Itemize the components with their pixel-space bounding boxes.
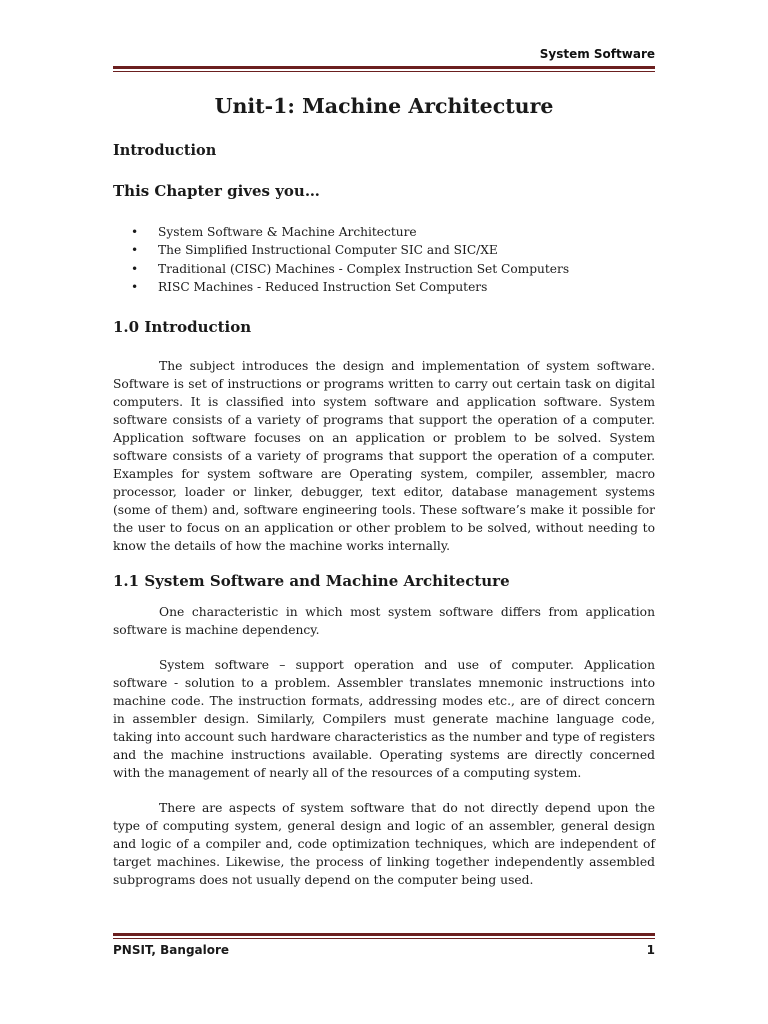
running-header: System Software [539,47,655,61]
list-item: • System Software & Machine Architecture [131,223,569,241]
list-item: • The Simplified Instructional Computer SIC and SIC/XE [131,241,569,259]
footer-institution: PNSIT, Bangalore [113,943,230,957]
chapter-overview-heading: This Chapter gives you… [113,182,320,200]
introduction-heading: Introduction [113,142,217,159]
section-1-1-paragraph: There are aspects of system software that do not directly depend upon the type of computing system, general design and logic of an assembler, general design and logic of a compiler and, code optimization techniques, which are independent of target machines. Likewise, the process of linking together independently assembled subprograms does not usually depend on the computer being used. [113,801,655,887]
page-number: 1 [646,943,655,957]
section-1-0-heading: 1.0 Introduction [113,318,252,336]
section-1-0-paragraph: The subject introduces the design and implementation of system software. Software is set of instructions or programs written to carry out certain task on digital computers. It is classified into system software and application software. System software consists of a variety of programs that support the operation of a computer. Application software focuses on an application or problem to be solved. System software consists of a variety of programs that support the operation of a computer. Examples for system software are Operating system, compiler, assembler, macro processor, loader or linker, debugger, text editor, database management systems (some of them) and, software engineering tools. These software’s make it possible for the user to focus on an application or other problem to be solved, without needing to know the details of how the machine works internally. [113,359,655,553]
footer-rule [113,933,655,939]
section-1-1-paragraph: System software – support operation and use of computer. Application software - solution to a problem. Assembler translates mnemonic instructions into machine code. The instruction formats, addressing modes etc., are of direct concern in assembler design. Similarly, Compilers must generate machine language code, taking into account such hardware characteristics as the number and type of registers and the machine instructions available. Operating systems are directly concerned with the management of nearly all of the resources of a computing system. [113,658,655,780]
section-1-1-heading: 1.1 System Software and Machine Architecture [113,572,510,590]
list-item: • RISC Machines - Reduced Instruction Set Computers [131,278,569,296]
list-item: • Traditional (CISC) Machines - Complex Instruction Set Computers [131,260,569,278]
section-1-1-paragraph: One characteristic in which most system software differs from application software is machine dependency. [113,605,655,637]
unit-title: Unit-1: Machine Architecture [214,94,554,118]
chapter-topics-list [131,223,569,296]
header-rule [113,66,655,72]
